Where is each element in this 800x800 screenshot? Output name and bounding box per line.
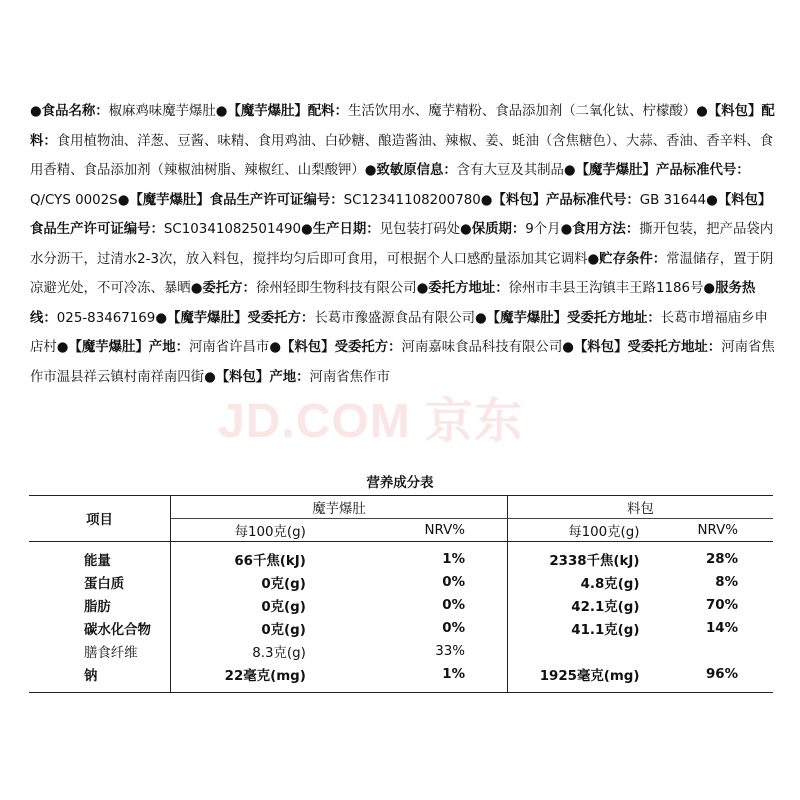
per100-header-konjac: 每100克(g) (171, 519, 366, 542)
info-label: ●【魔芋爆肚】受委托方地址： (475, 310, 661, 326)
nrv-header-konjac: NRV% (366, 519, 508, 542)
info-value: 徐州市丰县王沟镇丰王路1186号 (508, 281, 704, 296)
nutrient-name: 能量 (29, 542, 171, 572)
konjac-per100-value: 0克(g) (261, 623, 306, 638)
info-value: 河南嘉味食品科技有限公司 (401, 340, 563, 355)
konjac-nrv-value: 33% (366, 640, 508, 663)
konjac-nrv-value: 1% (366, 663, 508, 693)
nrv-header-seasoning: NRV% (698, 519, 773, 542)
info-value: 长葛市增福庙乡申店村 (30, 310, 768, 355)
info-label: ●委托方地址： (416, 281, 509, 296)
nutrient-name: 膳食纤维 (29, 640, 171, 663)
info-value: 见包装打码处 (379, 222, 461, 237)
nutrient-name: 钠 (29, 663, 171, 693)
info-value: 河南省焦作市温县祥云镇村南祥南四街 (30, 340, 775, 385)
info-label: ●【料包】配料： (30, 104, 775, 149)
info-label: ●致敏原信息： (364, 163, 457, 178)
info-label: ●【魔芋爆肚】产品标准代号： (563, 163, 750, 178)
info-label: ●【魔芋爆肚】产地： (56, 340, 189, 355)
product-info-text (30, 97, 775, 392)
table-header-row (29, 496, 773, 519)
table-row (29, 663, 773, 693)
table-row (29, 617, 773, 640)
table-row (29, 542, 773, 572)
seasoning-per100-value: 42.1克(g) (571, 600, 640, 615)
seasoning-per100-value: 2338千焦(kJ) (549, 554, 640, 569)
info-value: Q/CYS 0002S (30, 192, 118, 208)
info-label: ●食品名称： (30, 104, 109, 119)
info-label: ●【魔芋爆肚】受委托方： (155, 310, 315, 326)
seasoning-nrv-value: 96% (705, 667, 738, 682)
info-label: ●【料包】产品标准代号： (480, 192, 640, 208)
table-row (29, 571, 773, 594)
info-value: 食用植物油、洋葱、豆酱、味精、食用鸡油、白砂糖、酿造酱油、辣椒、姜、蚝油（含焦糖色）、大蒜、香油、香辛料、食用香精、食品添加剂（辣椒油树脂、辣椒红、山梨酸钾） (30, 133, 774, 178)
info-label: ●生产日期： (301, 222, 380, 237)
info-value: 025-83467169 (56, 310, 156, 326)
info-label: ●食用方法： (560, 222, 640, 237)
info-label: ●保质期： (460, 222, 526, 237)
info-label: ●贮存条件： (587, 251, 667, 267)
group-header-seasoning: 料包 (508, 496, 774, 519)
seasoning-per100-value: 4.8克(g) (580, 577, 640, 592)
konjac-per100-value: 66千焦(kJ) (234, 554, 306, 569)
konjac-nrv-value: 0% (366, 594, 508, 617)
info-value: 河南省焦作市 (309, 369, 390, 385)
info-label: ●【料包】食品生产许可证编号： (30, 192, 772, 237)
konjac-per100-value: 0克(g) (261, 600, 306, 615)
info-value: 徐州轻即生物科技有限公司 (255, 281, 417, 296)
nutrient-name: 蛋白质 (29, 571, 171, 594)
per100-header-seasoning: 每100克(g) (508, 519, 698, 542)
info-value: 河南省许昌市 (188, 340, 270, 355)
table-row (29, 640, 773, 663)
info-value: 椒麻鸡味魔芋爆肚 (108, 104, 216, 119)
info-label: ●服务热线： (30, 281, 756, 326)
konjac-nrv-value: 1% (366, 542, 508, 572)
seasoning-nrv-value: 14% (705, 621, 738, 636)
nutrition-table-title: 营养成分表 (366, 476, 434, 491)
info-label: ●【料包】受委托方： (269, 340, 402, 355)
seasoning-nrv-value: 70% (705, 598, 738, 613)
info-value: 撕开包装，把产品袋内水分沥干，过清水2-3次，放入料包，搅拌均匀后即可食用，可根据个人口感酌量添加其它调料 (30, 222, 774, 267)
info-label: ●【魔芋爆肚】配料： (215, 104, 348, 119)
seasoning-per100-value: 1925毫克(mg) (539, 669, 640, 684)
info-label: ●委托方： (190, 281, 256, 296)
konjac-per100-value: 0克(g) (261, 577, 306, 592)
info-value: 长葛市豫盛源食品有限公司 (314, 310, 475, 326)
konjac-per100-value: 8.3克(g) (252, 646, 306, 661)
konjac-nrv-value: 0% (366, 617, 508, 640)
group-header-konjac: 魔芋爆肚 (171, 496, 508, 519)
seasoning-per100-value (508, 640, 698, 663)
info-value: 9个月 (525, 222, 561, 237)
info-value: 生活饮用水、魔芋精粉、食品添加剂（二氧化钛、柠檬酸） (347, 104, 697, 119)
nutrient-name: 脂肪 (29, 594, 171, 617)
konjac-nrv-value: 0% (366, 571, 508, 594)
info-label: ●【料包】产地： (204, 369, 310, 385)
table-row (29, 594, 773, 617)
nutrition-table (29, 495, 773, 693)
seasoning-nrv-value (698, 640, 773, 663)
seasoning-per100-value: 41.1克(g) (571, 623, 640, 638)
info-value: 常温储存，置于阴凉避光处，不可冷冻、暴晒 (30, 251, 774, 296)
seasoning-nrv-value: 28% (705, 552, 738, 567)
info-value: 含有大豆及其制品 (456, 163, 564, 178)
konjac-per100-value: 22毫克(mg) (224, 669, 306, 684)
info-value: GB 31644 (639, 192, 707, 208)
seasoning-nrv-value: 8% (715, 575, 738, 590)
info-value: SC10341082501490 (163, 222, 302, 237)
item-header: 项目 (29, 496, 171, 542)
info-value: SC12341108200780 (343, 192, 481, 208)
nutrient-name: 碳水化合物 (29, 617, 171, 640)
info-label: ●【魔芋爆肚】食品生产许可证编号： (117, 192, 344, 208)
info-label: ●【料包】受委托方地址： (562, 340, 722, 355)
jd-watermark: JD.COM 京东 (218, 395, 524, 448)
